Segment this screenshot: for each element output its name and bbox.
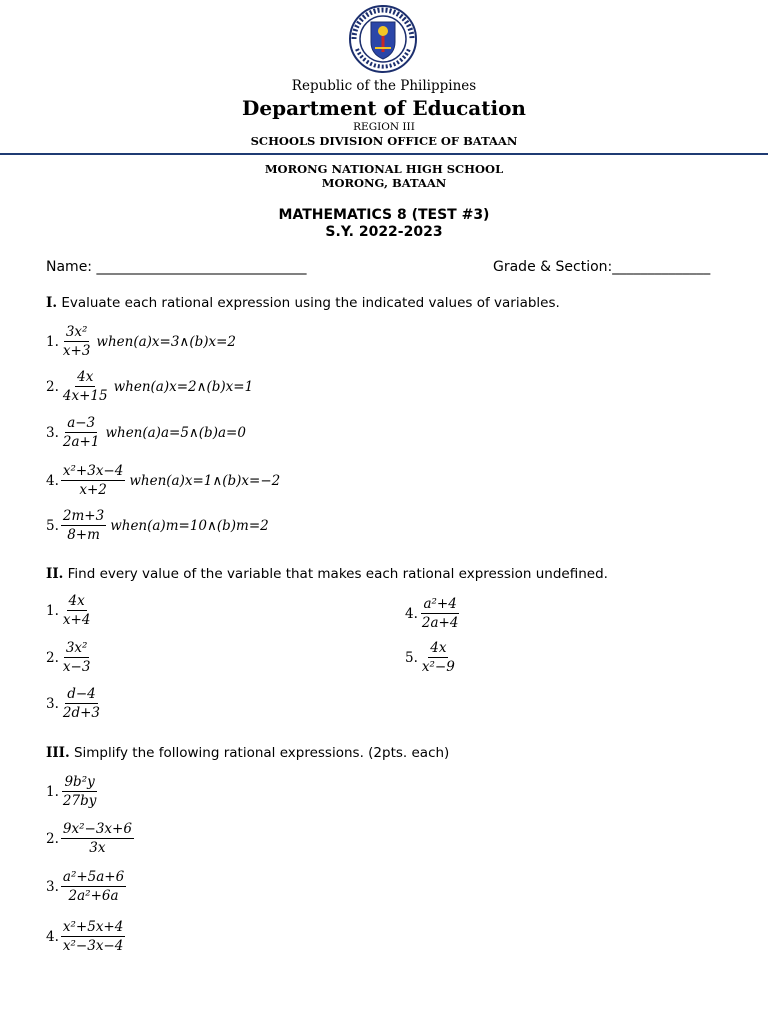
s1-item-2: 2. $\frac{4x}{4x+15}$ when(a)x=2∧(b)x=1 bbox=[46, 369, 254, 404]
s2-item-5: 5. $\frac{4x}{\text{x²−9}}$ bbox=[405, 640, 455, 675]
name-line[interactable]: ______________________________ bbox=[96, 259, 307, 275]
s3-item-3: 3. $\frac{\text{a²+5a+6}}{\text{2a²+6a}}$ bbox=[46, 869, 125, 904]
section-2-numeral: II. bbox=[46, 566, 64, 582]
s2-item-1: 1. $\frac{4x}{x+4}$ bbox=[46, 593, 91, 628]
section-1-instruction: Evaluate each rational expression using the indicated values of variables. bbox=[61, 295, 560, 311]
region-line: REGION III bbox=[353, 121, 415, 133]
section-2-heading bbox=[46, 566, 608, 582]
republic-line: Republic of the Philippines bbox=[291, 78, 477, 94]
school-year: S.Y. 2022-2023 bbox=[325, 224, 443, 240]
school-address: MORONG, BATAAN bbox=[321, 176, 447, 190]
section-2-instruction: Find every value of the variable that makes each rational expression undefined. bbox=[67, 566, 608, 582]
header-divider bbox=[0, 153, 768, 155]
section-3-heading bbox=[46, 745, 449, 761]
s3-item-2: 2. $\frac{\text{9x²−3x+6}}{3x}$ bbox=[46, 821, 132, 856]
section-1-heading bbox=[46, 295, 560, 311]
s1-item-3: 3. $\frac{a-3}{2a+1}$ when(a)a=5∧(b)a=0 bbox=[46, 415, 246, 450]
section-1-numeral: I. bbox=[46, 295, 58, 311]
s2-item-3: 3. $\frac{d-4}{2d+3}$ bbox=[46, 686, 101, 721]
s1-item-1: 1. $\frac{\text{3x²}}{x+3}$ when(a)x=3∧(b)x=2 bbox=[46, 324, 237, 359]
s3-item-1: 1. $\frac{\text{9b²y}}{27by}$ bbox=[46, 774, 97, 809]
s2-item-4: 4. $\frac{\text{a²+4}}{2a+4}$ bbox=[405, 596, 459, 631]
section-3-instruction: Simplify the following rational expressions. (2pts. each) bbox=[73, 745, 450, 761]
grade-section-line[interactable]: ______________ bbox=[612, 259, 711, 275]
deped-seal-logo bbox=[337, 4, 429, 74]
department-title: Department of Education bbox=[242, 96, 526, 120]
s3-item-4: 4. $\frac{\text{x²+5x+4}}{\text{x²−3x−4}}$ bbox=[46, 919, 124, 954]
grade-section-field[interactable] bbox=[493, 259, 710, 275]
school-name: MORONG NATIONAL HIGH SCHOOL bbox=[264, 162, 504, 176]
grade-section-label: Grade & Section: bbox=[493, 259, 613, 275]
test-title: MATHEMATICS 8 (TEST #3) bbox=[278, 207, 490, 223]
name-label: Name: bbox=[46, 259, 93, 275]
s1-item-5: 5. $\frac{2m+3}{8+m}$ when(a)m=10∧(b)m=2 bbox=[46, 508, 269, 543]
section-3-numeral: III. bbox=[46, 745, 70, 761]
s1-item-4: 4. $\frac{\text{x²+3x−4}}{x+2}$ when(a)x=1∧(b)x=−2 bbox=[46, 463, 281, 498]
s2-item-2: 2. $\frac{\text{3x²}}{x-3}$ bbox=[46, 640, 91, 675]
division-line: SCHOOLS DIVISION OFFICE OF BATAAN bbox=[250, 134, 518, 148]
name-field[interactable] bbox=[46, 259, 306, 275]
